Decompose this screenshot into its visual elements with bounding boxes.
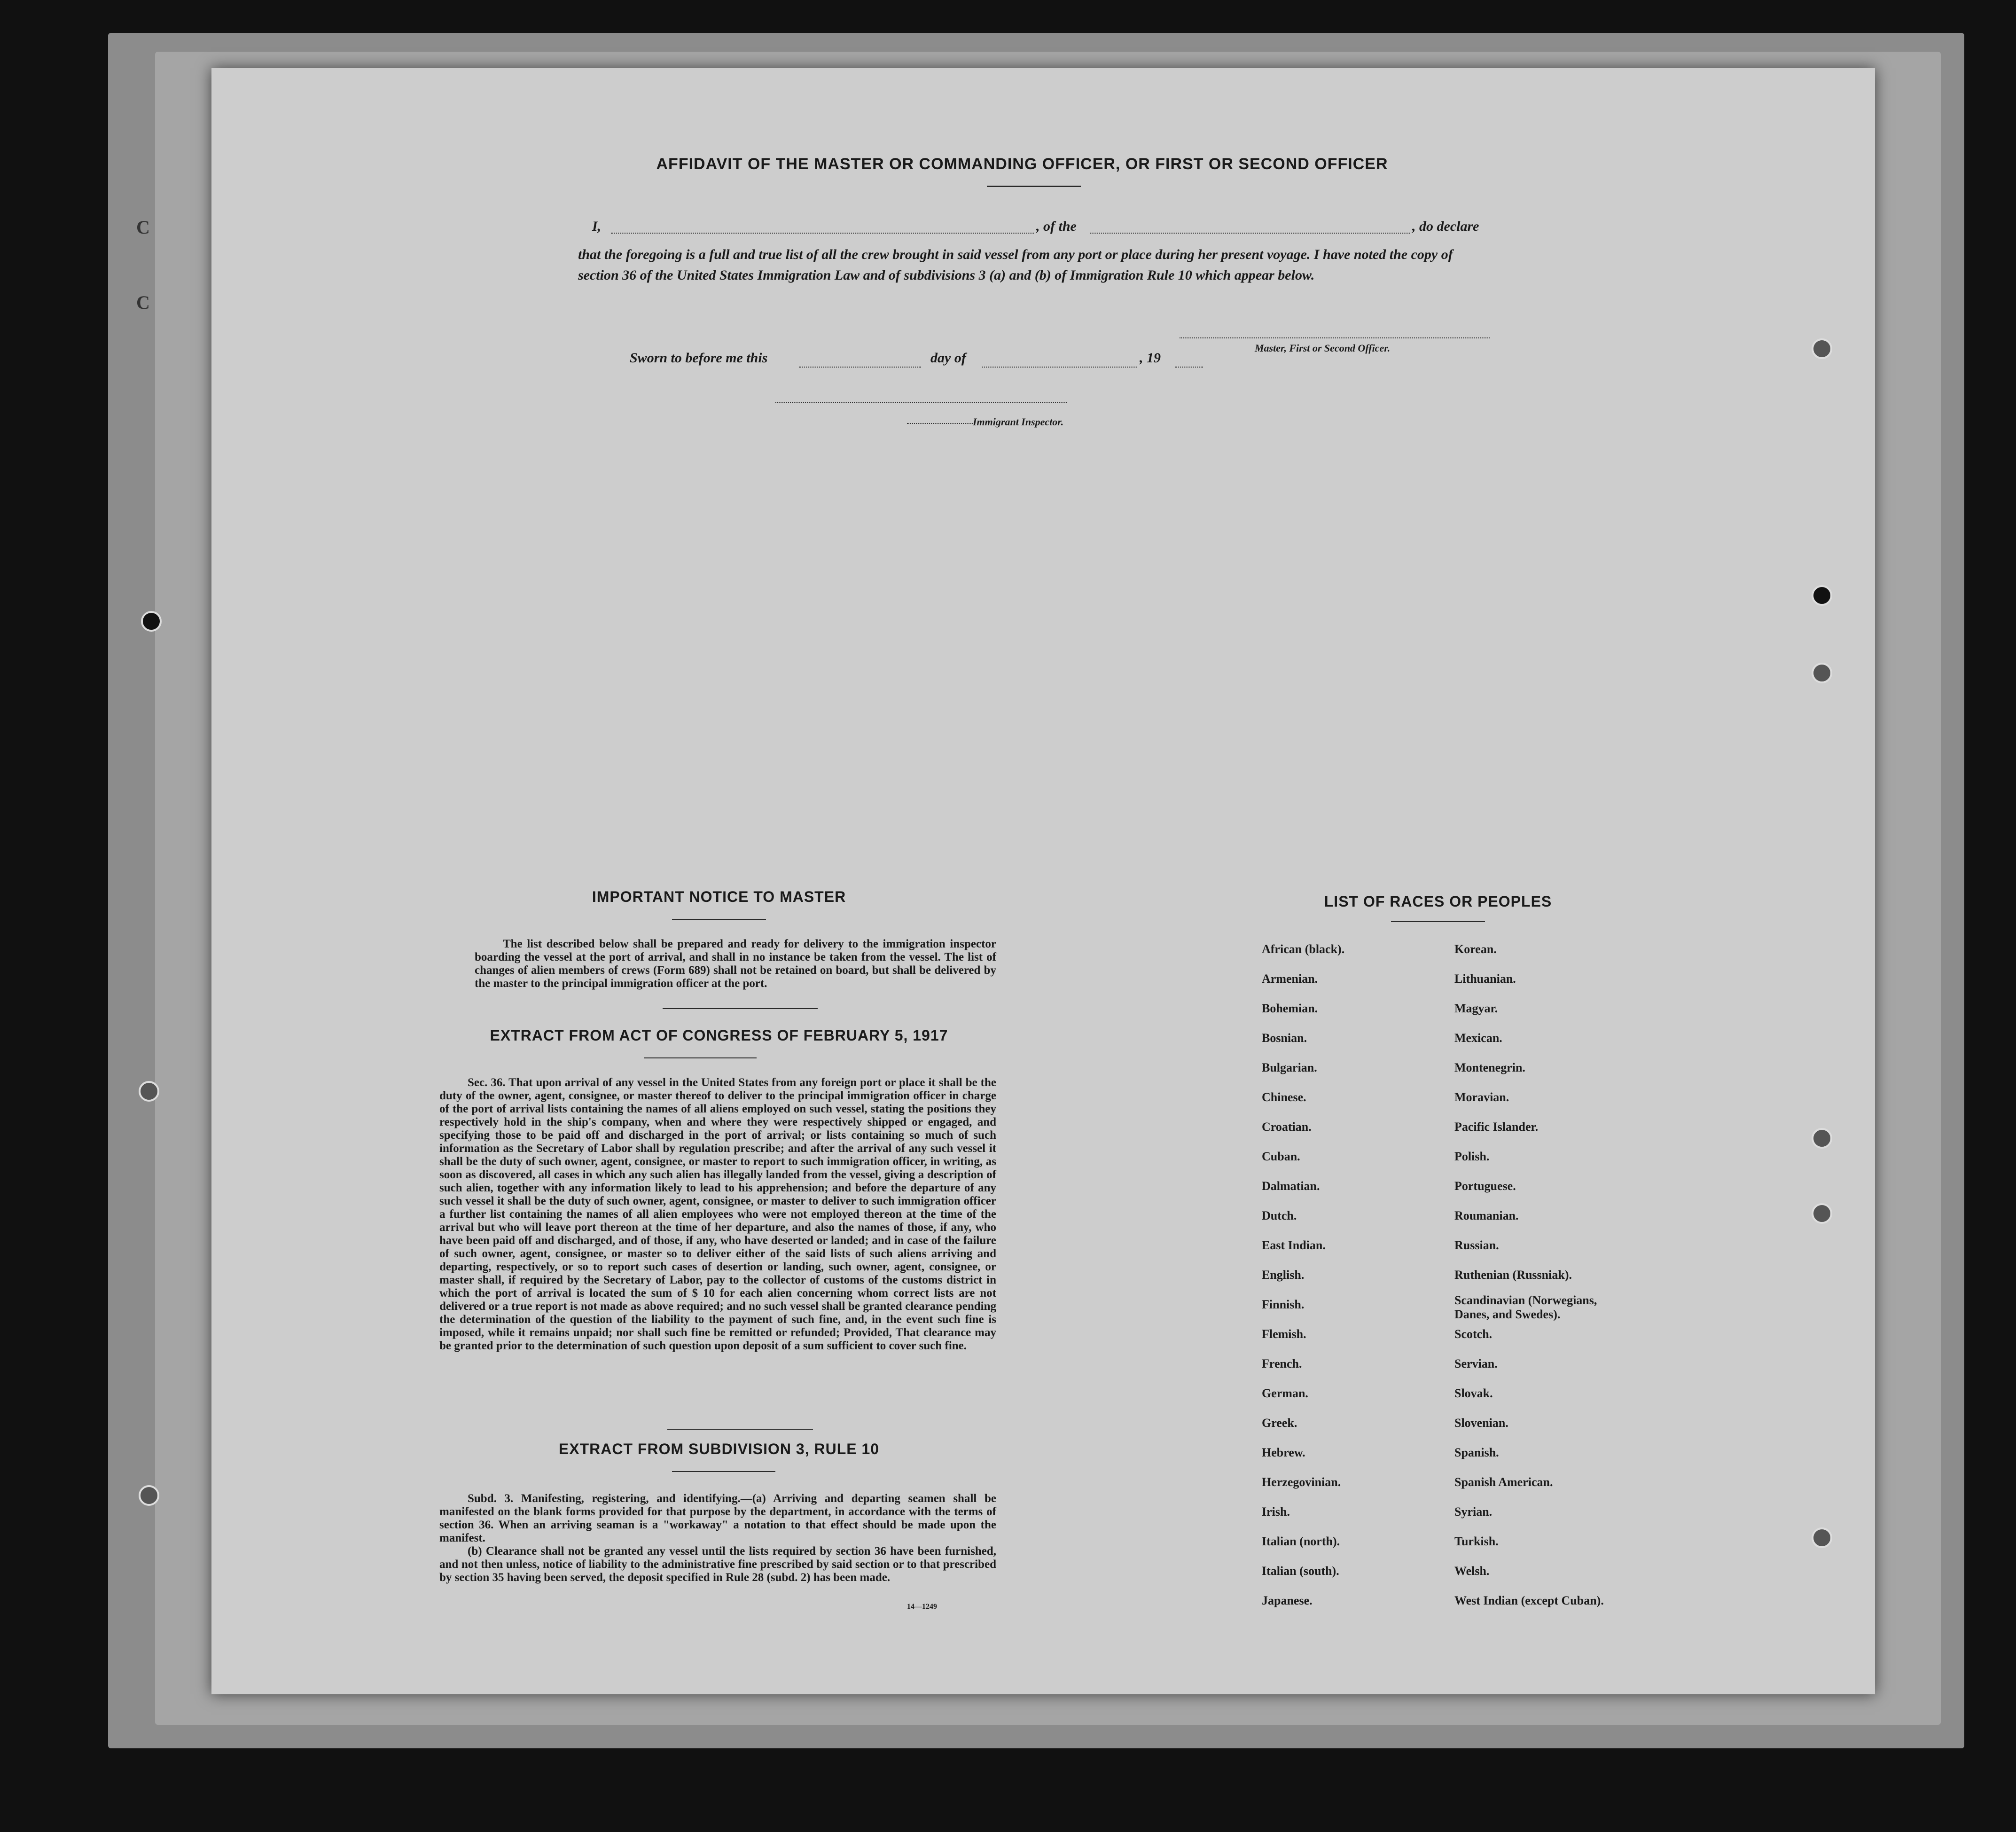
race-item: Greek. [1262,1416,1297,1430]
race-item: Pacific Islander. [1454,1120,1539,1134]
race-item: Scandinavian (Norwegians, Danes, and Swedes). [1454,1293,1597,1321]
punch-hole [1812,338,1832,359]
race-item: Japanese. [1262,1594,1313,1607]
race-item: Cuban. [1262,1150,1300,1163]
section-divider [667,1429,813,1430]
sworn-day-blank [799,367,921,368]
rule-paragraph-a: Subd. 3. Manifesting, registering, and identifying.—(a) Arriving and departing seamen shall be manifested on the blank forms provided for that purpose by the department, in accordance with the terms of section 36. When an arriving seaman is a "workaway" a notation to that effect should be made upon the manifest. [439,1492,996,1544]
race-item: Russian. [1454,1238,1499,1252]
race-item: Mexican. [1454,1031,1502,1045]
race-item: Turkish. [1454,1534,1499,1548]
race-item: Italian (south). [1262,1564,1339,1578]
inspector-label: Immigrant Inspector. [973,416,1064,428]
race-item: German. [1262,1386,1308,1400]
punch-hole [1812,1203,1832,1224]
race-item: Bosnian. [1262,1031,1307,1045]
race-item: Scotch. [1454,1327,1492,1341]
rule-heading: EXTRACT FROM SUBDIVISION 3, RULE 10 [558,1441,880,1457]
race-item: Spanish American. [1454,1475,1553,1489]
inspector-signature-line-short [907,423,973,424]
race-item: Lithuanian. [1454,972,1516,986]
race-item: French. [1262,1357,1302,1370]
act-heading: EXTRACT FROM ACT OF CONGRESS OF FEBRUARY 5, 1917 [490,1027,948,1044]
rule-paragraph-b: (b) Clearance shall not be granted any vessel until the lists required by section 36 have been furnished, and not then unless, notice of liability to the administrative fine prescribed by said section or to that prescribed by section 35 having been served, the deposit specified in Rule 28 (subd. 2) has been made. [439,1545,996,1584]
notice-paragraph: The list described below shall be prepared and ready for delivery to the immigration inspector boarding the vessel at the port of arrival, and shall in no instance be taken from the vessel. The list of changes of alien members of crews (Form 689) shall not be retained on board, but shall be delivered by the master to the principal immigration officer at the port. [475,938,996,990]
race-item: Bulgarian. [1262,1061,1317,1074]
year-label: , 19 [1140,350,1161,366]
race-item: Spanish. [1454,1446,1499,1459]
act-underline [644,1057,757,1058]
title-underline [987,186,1081,187]
race-item: Montenegrin. [1454,1061,1525,1074]
race-item: Welsh. [1454,1564,1490,1578]
margin-mark: C [136,217,150,238]
race-item: Chinese. [1262,1090,1306,1104]
race-item: Italian (north). [1262,1534,1340,1548]
race-item: Armenian. [1262,972,1318,986]
punch-hole [1812,663,1832,683]
affidavit-do-declare: , do declare [1412,219,1479,234]
races-heading: LIST OF RACES OR PEOPLES [1324,893,1552,910]
race-item: African (black). [1262,942,1345,956]
race-item: Finnish. [1262,1298,1305,1311]
form-number: 14—1249 [907,1603,937,1611]
master-signature-line [1180,337,1490,338]
race-item: Slovak. [1454,1386,1493,1400]
notice-underline [672,919,766,920]
race-item: Dutch. [1262,1209,1297,1222]
affidavit-i-label: I, [592,219,602,234]
sworn-month-blank [982,367,1137,368]
affidavit-title: AFFIDAVIT OF THE MASTER OR COMMANDING OFFICER, OR FIRST OR SECOND OFFICER [656,155,1388,173]
act-paragraph: Sec. 36. That upon arrival of any vessel in the United States from any foreign port or place it shall be the duty of the owner, agent, consignee, or master thereof to deliver to the principal immigration officer in charge of the port of arrival lists containing the names of all aliens employed on such vessel, stating the positions they respectively hold in the ship's company, when and where they were respectively shipped or engaged, and specifying those to be paid off and discharged in the port of arrival; or lists containing so much of such information as the Secretary of Labor shall by regulation prescribe; and after the arrival of any such vessel it shall be the duty of such owner, agent, consignee, or master to report to such immigration officer, in writing, as soon as discovered, all cases in which any such alien has illegally landed from the vessel, giving a description of such alien, together with any information likely to lead to his apprehension; and before the departure of any such vessel it shall be the duty of such owner, agent, consignee, or master to deliver to such immigration officer a further list containing the names of all alien employees who were not employed thereon at the time of the arrival but who will leave port thereon at the time of her departure, and also the names of those, if any, who have been paid off and discharged, and of those, if any, who have deserted or landed; and in case of the failure of such owner, agent, consignee, or master so to deliver either of the said lists of such aliens arriving and departing, respectively, or so to report such cases of desertion or landing, such owner, agent, consignee, or master shall, if required by the Secretary of Labor, pay to the collector of customs of the customs district in which the port of arrival is located the sum of $ 10 for each alien concerning whom correct lists are not delivered or a true report is not made as above required; and no such vessel shall be granted clearance pending the determination of the question of the liability to the payment of such fine, and, in the event such fine is imposed, while it remains unpaid; nor shall such fine be remitted or refunded; Provided, That clearance may be granted prior to the determination of such question upon deposit of a sum sufficient to cover such fine. [439,1076,996,1352]
name-blank [611,233,1034,234]
race-item: Slovenian. [1454,1416,1508,1430]
race-item: Hebrew. [1262,1446,1305,1459]
document-page [211,68,1875,1694]
race-item: Polish. [1454,1150,1490,1163]
race-item: Magyar. [1454,1002,1498,1015]
rule-text [439,1492,996,1584]
race-item: East Indian. [1262,1238,1326,1252]
race-item: Irish. [1262,1505,1290,1519]
punch-hole [1812,585,1832,606]
race-item: Korean. [1454,942,1497,956]
race-item: English. [1262,1268,1305,1282]
races-underline [1391,921,1485,922]
section-divider [663,1008,818,1009]
race-item: Roumanian. [1454,1209,1519,1222]
notice-text [475,938,996,990]
race-item: Syrian. [1454,1505,1492,1519]
vessel-blank [1090,233,1410,234]
act-text [439,1076,996,1353]
affidavit-of-the: , of the [1036,219,1077,234]
rule-underline [672,1471,775,1472]
punch-hole [141,611,162,632]
race-item: Servian. [1454,1357,1498,1370]
race-item: Ruthenian (Russniak). [1454,1268,1572,1282]
punch-hole [139,1081,159,1102]
affidavit-text: that the foregoing is a full and true list of all the crew brought in said vessel from any port or place during her present voyage. I have noted the copy of section 36 of the United States Immigration Law and of subdivisions 3 (a) and (b) of Immigration Rule 10 which appear below. [578,247,1453,283]
race-item: Flemish. [1262,1327,1306,1341]
race-item: Croatian. [1262,1120,1312,1134]
master-label: Master, First or Second Officer. [1255,342,1391,354]
notice-heading: IMPORTANT NOTICE TO MASTER [592,888,846,905]
day-of-label: day of [930,350,966,366]
sworn-label: Sworn to before me this [630,350,768,366]
race-item: West Indian (except Cuban). [1454,1594,1604,1607]
punch-hole [139,1485,159,1506]
race-item: Herzegovinian. [1262,1475,1341,1489]
margin-mark: C [136,292,150,313]
race-item: Bohemian. [1262,1002,1318,1015]
year-blank [1175,367,1203,368]
inspector-signature-line [775,402,1067,403]
race-item: Dalmatian. [1262,1179,1320,1193]
race-item: Moravian. [1454,1090,1509,1104]
punch-hole [1812,1527,1832,1548]
punch-hole [1812,1128,1832,1149]
race-item: Portuguese. [1454,1179,1516,1193]
